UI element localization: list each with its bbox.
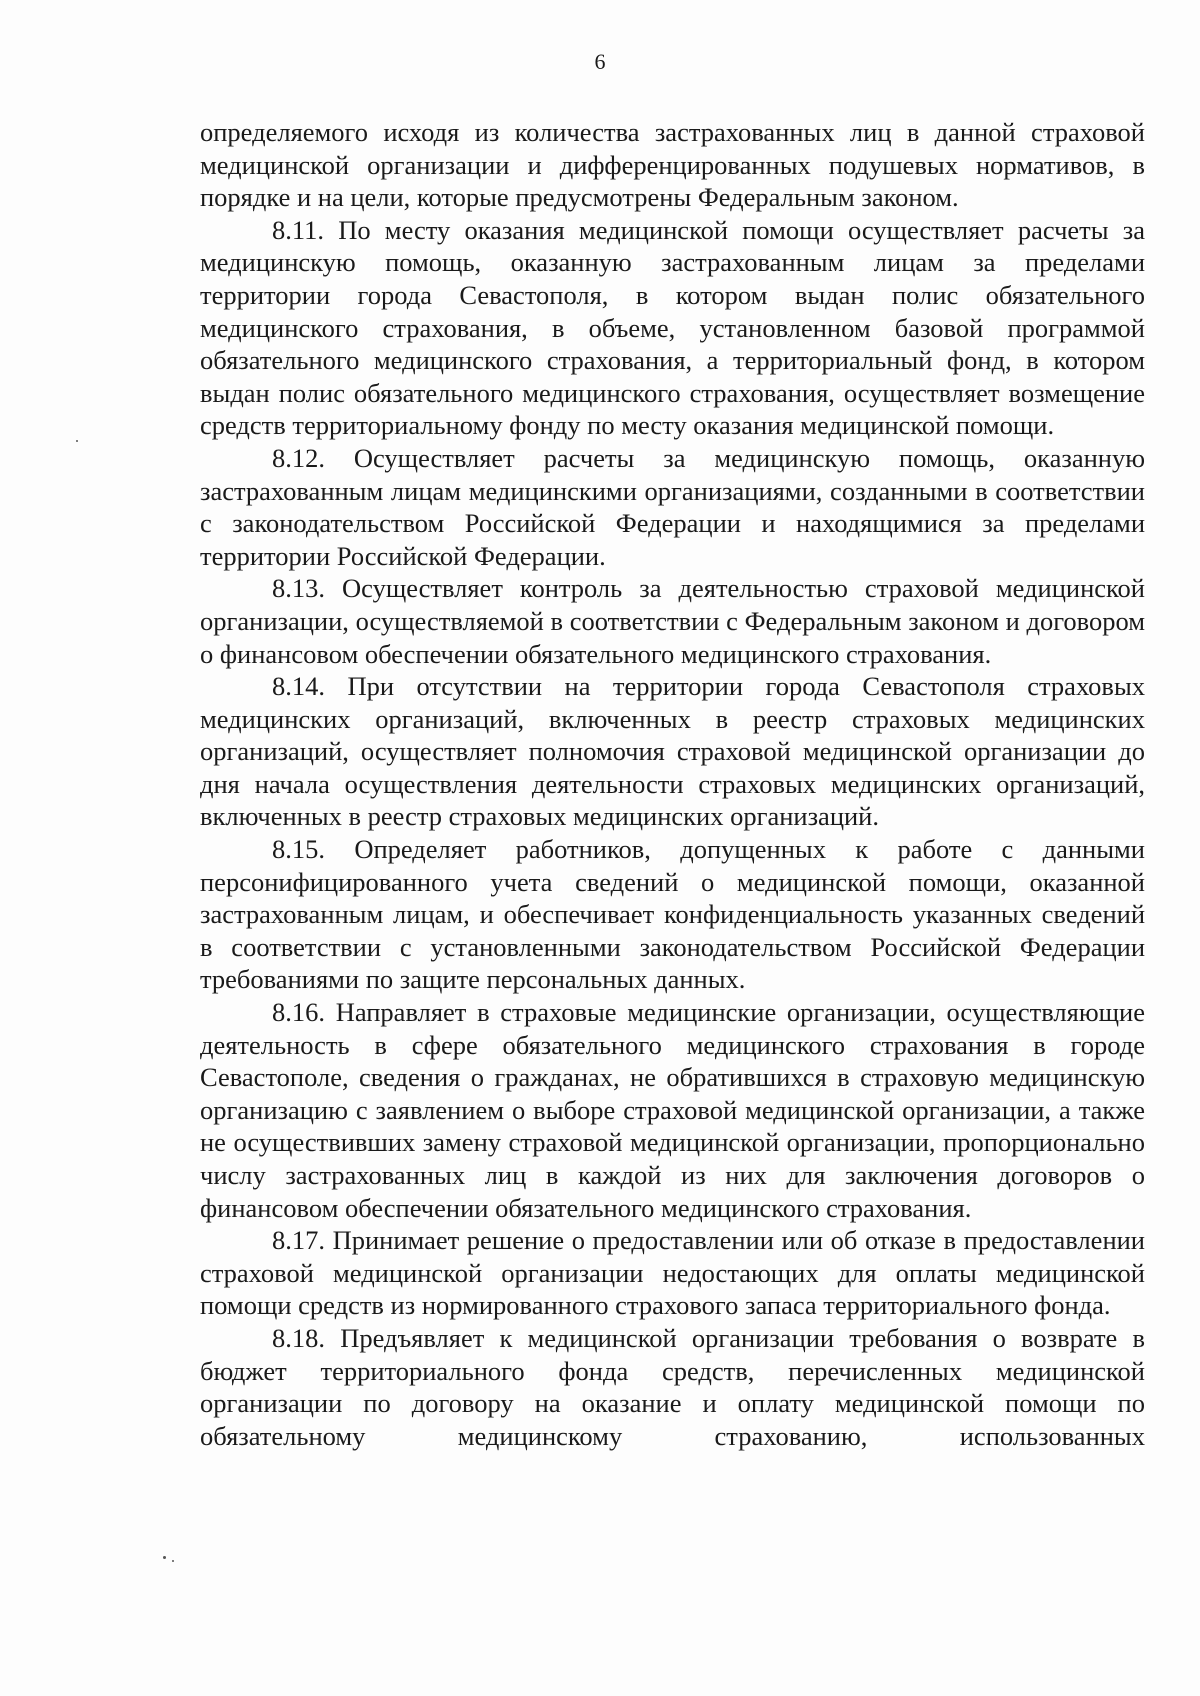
scan-speck [172,1560,174,1562]
paragraph-8-18: 8.18. Предъявляет к медицинской организации требования о возврате в бюджет территориального фонда средств, перечисленных медицинской организации по договору на оказание и оплату медицинской помощи по обязательному медицинскому страхованию, использованных [200,1322,1145,1451]
page-number: 6 [594,49,606,74]
paragraph-8-12: 8.12. Осуществляет расчеты за медицинскую помощь, оказанную застрахованным лицам медицинскими организациями, созданными в соответствии с законодательством Российской Федерации и находящимися за пределами территории Российской Федерации. [200,442,1145,571]
paragraph-8-14: 8.14. При отсутствии на территории города Севастополя страховых медицинских организаций, включенных в реестр страховых медицинских организаций, осуществляет полномочия страховой медицинской организации до дня начала осуществления деятельности страховых медицинских организаций, включенных в реестр страховых медицинских организаций. [200,671,1145,832]
paragraph-8-17: 8.17. Принимает решение о предоставлении или об отказе в предоставлении страховой медицинской организации недостающих для оплаты медицинской помощи средств из нормированного страхового запаса территориального фонда. [200,1225,1145,1321]
scan-speck [163,1556,166,1559]
paragraph-8-15: 8.15. Определяет работников, допущенных к работе с данными персонифицированного учета сведений о медицинской помощи, оказанной застрахованным лицам, и обеспечивает конфиденциальность указанных сведений в соответствии с установленными законодательством Российской Федерации требованиями по защите персональных данных. [200,834,1145,995]
paragraph-continuation: определяемого исходя из количества застрахованных лиц в данной страховой медицинской организации и дифференцированных подушевых нормативов, в порядке и на цели, которые предусмотрены Федеральным законом. [200,117,1145,213]
scan-speck [76,440,78,442]
paragraph-8-16: 8.16. Направляет в страховые медицинские организации, осуществляющие деятельность в сфере обязательного медицинского страхования в городе Севастополе, сведения о гражданах, не обратившихся в страховую медицинскую организацию с заявлением о выборе страховой медицинской организации, а также не осуществивших замену страховой медицинской организации, пропорционально числу застрахованных лиц в каждой из них для заключения договоров о финансовом обеспечении обязательного медицинского страхования. [200,997,1145,1223]
paragraph-8-13: 8.13. Осуществляет контроль за деятельностью страховой медицинской организации, осуществляемой в соответствии с Федеральным законом и договором о финансовом обеспечении обязательного медицинского страхования. [200,573,1145,669]
document-body [200,116,1145,1452]
paragraph-8-11: 8.11. По месту оказания медицинской помощи осуществляет расчеты за медицинскую помощь, оказанную застрахованным лицам за пределами территории города Севастополя, в котором выдан полис обязательного медицинского страхования, в объеме, установленном базовой программой обязательного медицинского страхования, а территориальный фонд, в котором выдан полис обязательного медицинского страхования, осуществляет возмещение средств территориальному фонду по месту оказания медицинской помощи. [200,214,1145,441]
